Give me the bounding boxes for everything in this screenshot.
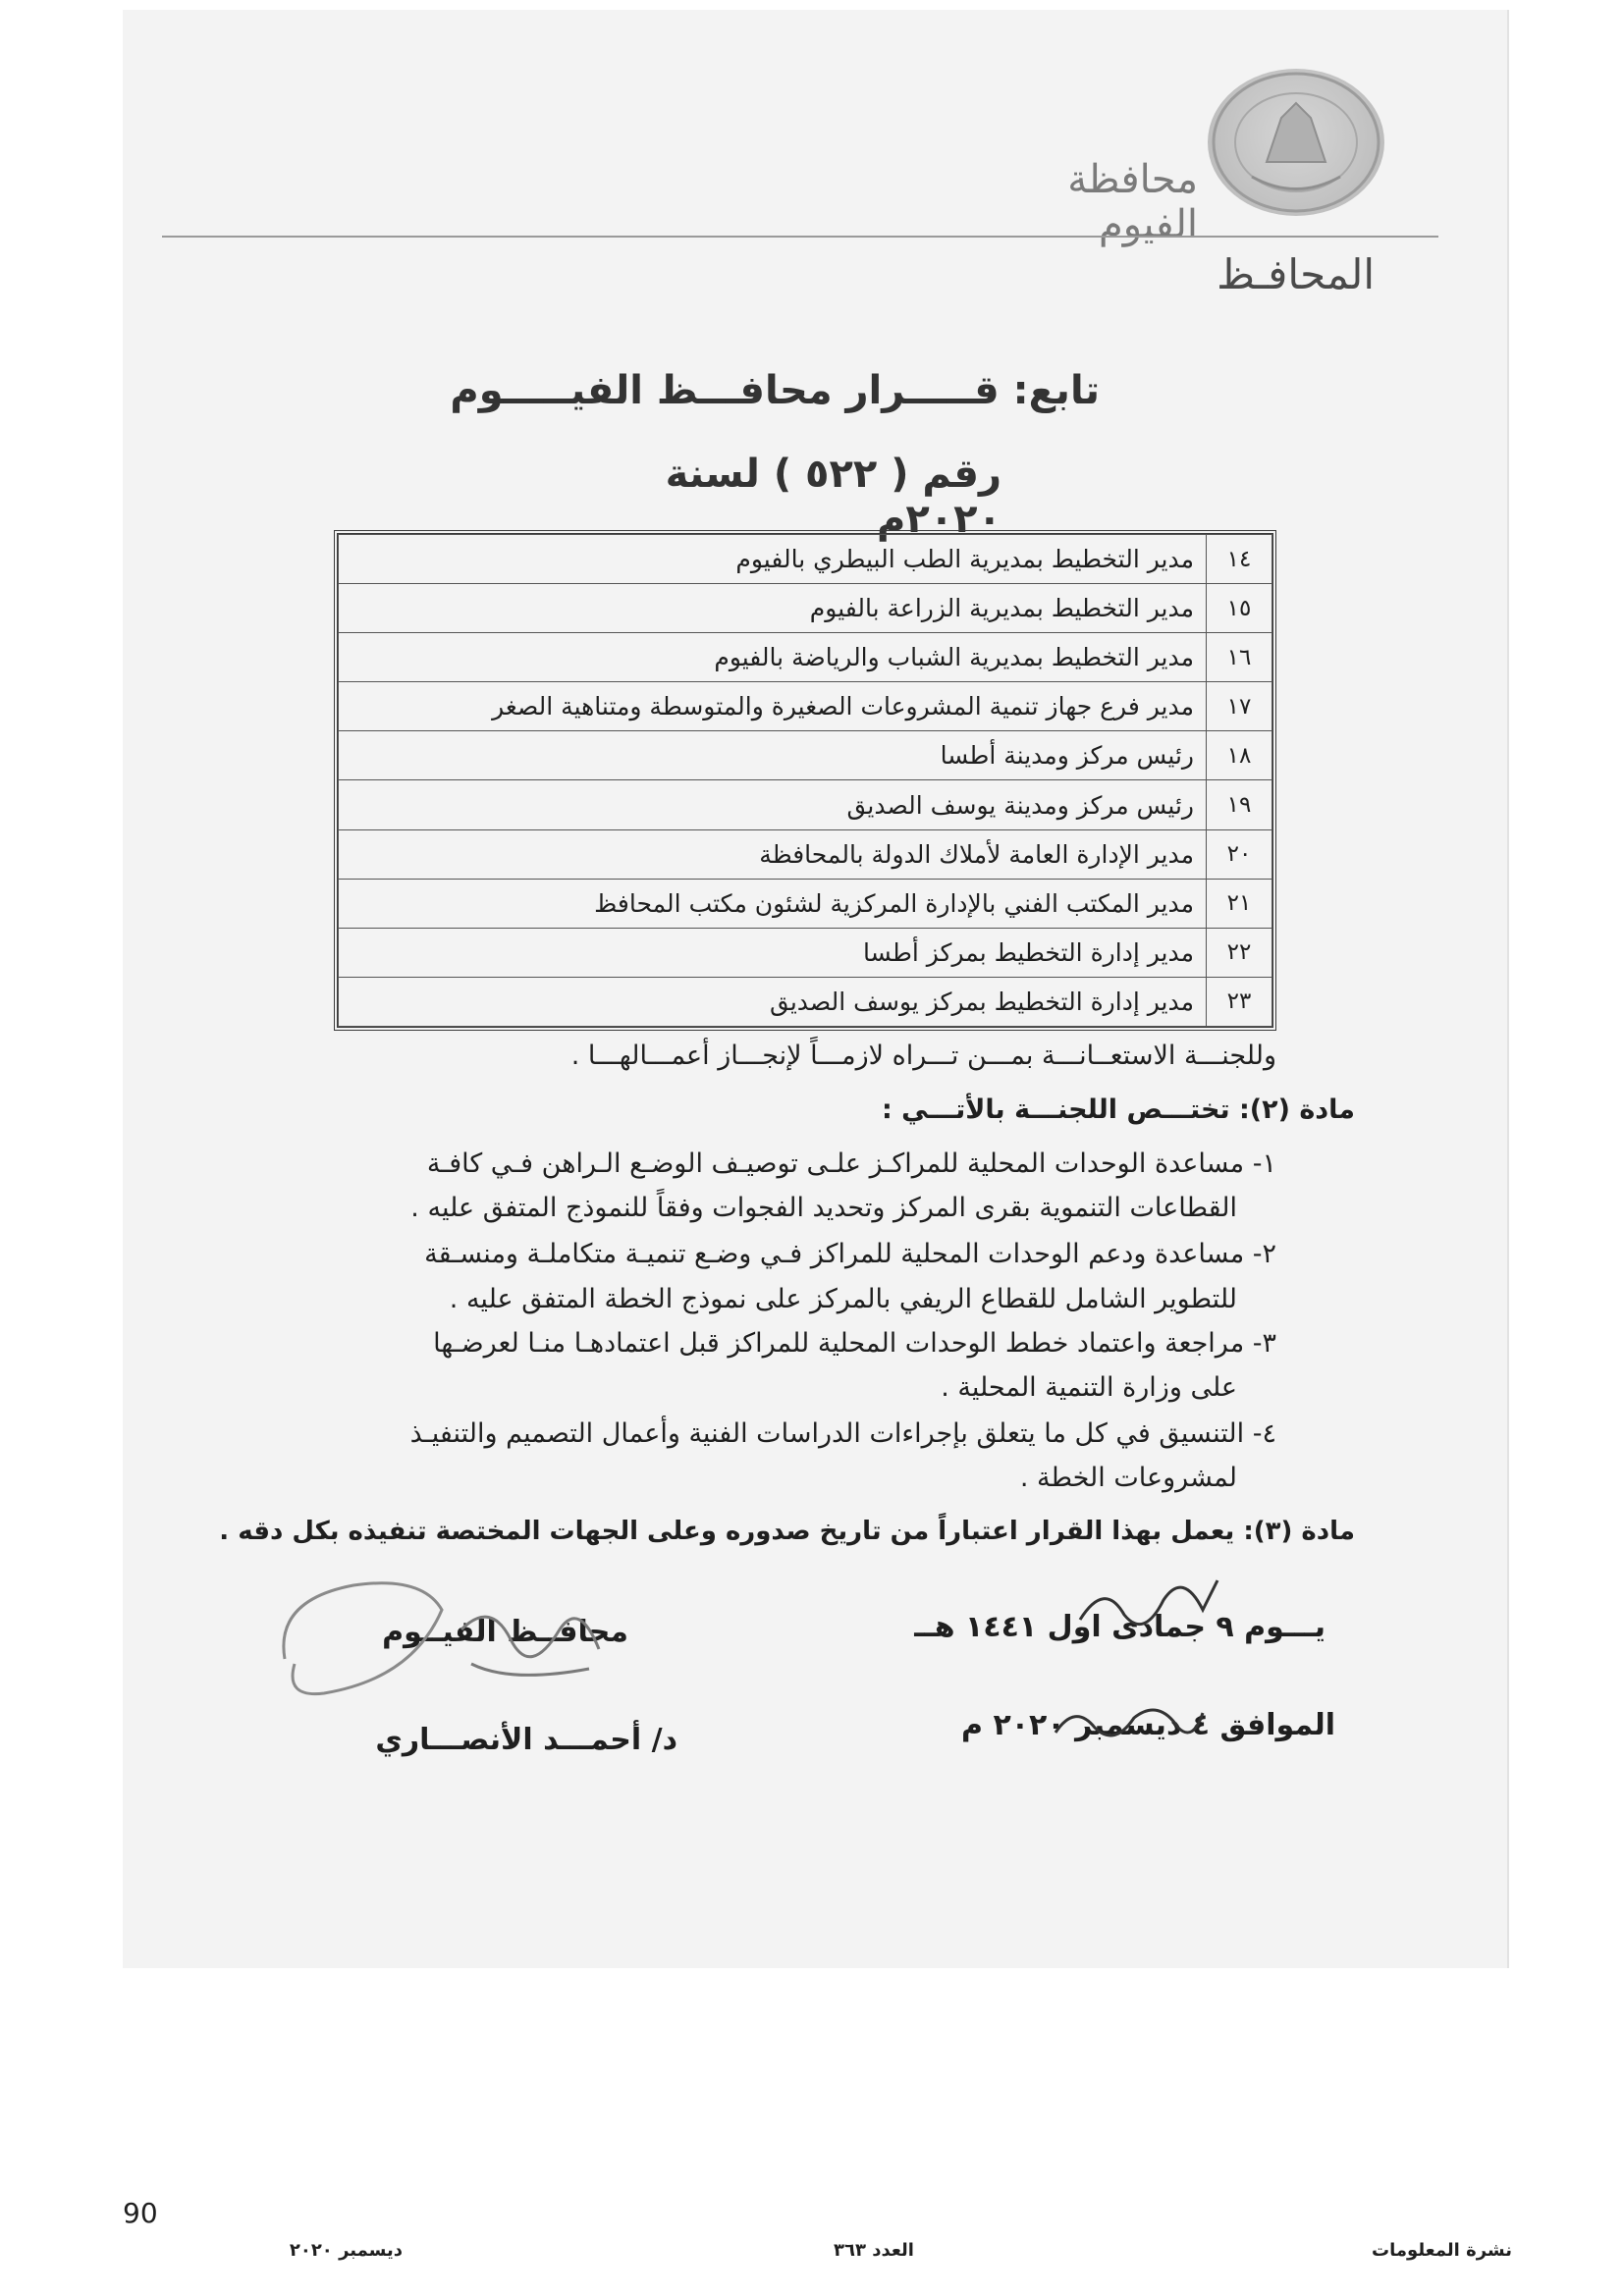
- article-2-heading: مادة (٢): تختـــص اللجنـــة بالأتـــي :: [881, 1095, 1355, 1125]
- table-row: [339, 829, 1272, 879]
- article-2-item-4: ٤- التنسيق في كل ما يتعلق بإجراءات الدراسات الفنية وأعمال التصميم والتنفيـذ: [409, 1418, 1276, 1449]
- governorate-seal-logo: [1208, 69, 1384, 216]
- table-row: [339, 928, 1272, 977]
- header-divider: [162, 236, 1438, 238]
- governorate-name: محافظة الفيوم: [1067, 157, 1198, 247]
- governor-name: د/ أحمـــد الأنصـــاري: [375, 1723, 677, 1757]
- row-number: ١٧: [1207, 682, 1272, 731]
- article-2-item-4-cont: لمشروعات الخطة .: [1019, 1463, 1237, 1493]
- article-2-item-1-cont: القطاعات التنموية بقرى المركز وتحديد الفجوات وفقاً للنموذج المتفق عليه .: [410, 1193, 1237, 1223]
- date-gregorian: الموافق ٤ ديسمبر ٢٠٢٠ م: [961, 1708, 1335, 1742]
- row-text: مدير إدارة التخطيط بمركز يوسف الصديق: [339, 977, 1207, 1026]
- row-number: ١٤: [1207, 535, 1272, 584]
- table-row: [339, 633, 1272, 682]
- table-row: [339, 780, 1272, 829]
- page-number: 90: [123, 2197, 158, 2229]
- office-name: المحافـظ: [1217, 250, 1375, 298]
- governor-title: محافــظ الفيــوم: [382, 1615, 628, 1649]
- row-number: ١٩: [1207, 780, 1272, 829]
- footer-date: ديسمبر ٢٠٢٠: [289, 2240, 403, 2261]
- article-2-item-2-cont: للتطوير الشامل للقطاع الريفي بالمركز على نموذج الخطة المتفق عليه .: [449, 1284, 1237, 1314]
- footer-publication: نشرة المعلومات: [1372, 2240, 1512, 2261]
- article-2-item-2: ٢- مساعدة ودعم الوحدات المحلية للمراكز فـي وضـع تنميـة متكاملـة ومنسـقة: [424, 1239, 1276, 1269]
- footer-issue: العدد ٣٦٣: [834, 2240, 914, 2261]
- row-number: ٢٠: [1207, 829, 1272, 879]
- committee-line: وللجنـــة الاستعــانـــة بمـــن تـــراه لازمـــاً لإنجـــاز أعمـــالهـــا .: [570, 1041, 1276, 1071]
- table-row: [339, 731, 1272, 780]
- decree-title: تابع: قـــــرار محافـــظ الفيـــــوم: [450, 368, 1100, 413]
- article-3: مادة (٣): يعمل بهذا القرار اعتباراً من تاريخ صدوره وعلى الجهات المختصة تنفيذه بكل دقه .: [219, 1517, 1355, 1546]
- table-row: [339, 584, 1272, 633]
- article-2-item-1: ١- مساعدة الوحدات المحلية للمراكـز علـى توصيـف الوضـع الـراهن فـي كافـة: [426, 1148, 1276, 1179]
- article-2-item-3: ٣- مراجعة واعتماد خطط الوحدات المحلية للمراكز قبل اعتمادهـا منـا لعرضـها: [433, 1328, 1276, 1359]
- row-text: مدير المكتب الفني بالإدارة المركزية لشئون مكتب المحافظ: [339, 879, 1207, 928]
- row-text: مدير التخطيط بمديرية الزراعة بالفيوم: [339, 584, 1207, 633]
- row-text: مدير التخطيط بمديرية الطب البيطري بالفيوم: [339, 535, 1207, 584]
- row-number: ٢٢: [1207, 928, 1272, 977]
- row-text: مدير إدارة التخطيط بمركز أطسا: [339, 928, 1207, 977]
- table-row: [339, 535, 1272, 584]
- handwritten-date-month: [1075, 1571, 1222, 1639]
- row-number: ٢٣: [1207, 977, 1272, 1026]
- row-text: مدير فرع جهاز تنمية المشروعات الصغيرة والمتوسطة ومتناهية الصغر: [339, 682, 1207, 731]
- row-text: مدير التخطيط بمديرية الشباب والرياضة بالفيوم: [339, 633, 1207, 682]
- handwritten-date-day: [1051, 1693, 1208, 1752]
- date-hijri: يـــوم ٩ جمادى اول ١٤٤١ هــ: [914, 1610, 1325, 1644]
- row-text: رئيس مركز ومدينة يوسف الصديق: [339, 780, 1207, 829]
- row-text: مدير الإدارة العامة لأملاك الدولة بالمحافظة: [339, 829, 1207, 879]
- decree-number: رقم ( ٥٢٢ ) لسنة ٢٠٢٠م: [665, 452, 1001, 542]
- row-number: ٢١: [1207, 879, 1272, 928]
- table-row: [339, 879, 1272, 928]
- table-row: [339, 682, 1272, 731]
- row-number: ١٨: [1207, 731, 1272, 780]
- row-number: ١٥: [1207, 584, 1272, 633]
- table-row: [339, 977, 1272, 1026]
- row-text: رئيس مركز ومدينة أطسا: [339, 731, 1207, 780]
- article-2-item-3-cont: على وزارة التنمية المحلية .: [941, 1372, 1237, 1403]
- row-number: ١٦: [1207, 633, 1272, 682]
- handwritten-signature: [265, 1571, 628, 1718]
- members-table: [334, 530, 1276, 1031]
